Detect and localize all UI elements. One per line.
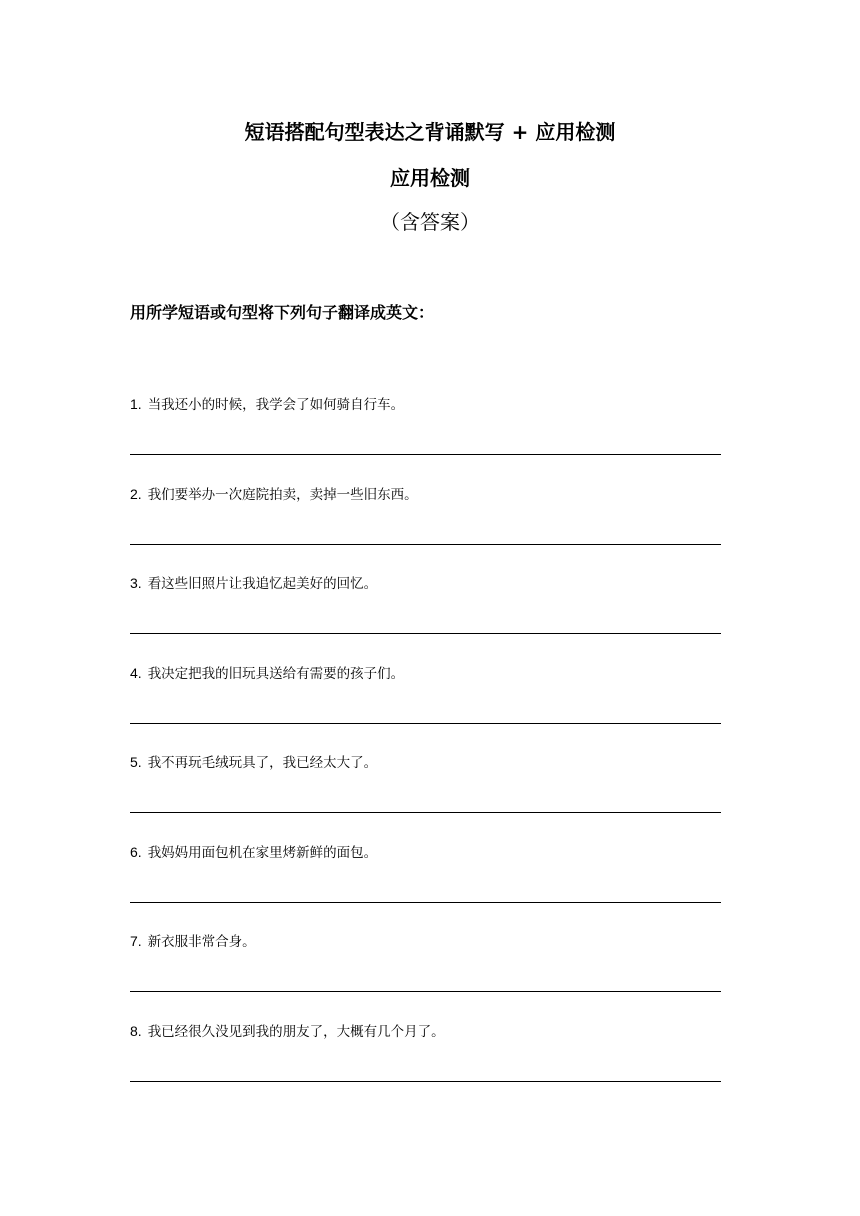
question-text — [130, 662, 404, 685]
answer-line[interactable] — [130, 991, 721, 992]
question-prompt: 新衣服非常合身。 — [147, 934, 256, 950]
question-item — [130, 481, 721, 571]
question-text — [130, 751, 377, 774]
question-list — [130, 391, 721, 1107]
question-text — [130, 1020, 445, 1043]
question-prompt: 我已经很久没见到我的朋友了，大概有几个月了。 — [147, 1023, 445, 1040]
instruction-text: 用所学短语或句型将下列句子翻译成英文： — [130, 303, 435, 322]
question-item — [130, 928, 721, 1018]
page-title: 短语搭配句型表达之背诵默写 + 应用检测 — [244, 120, 616, 144]
question-number: 1. — [130, 396, 142, 412]
question-text — [130, 572, 377, 595]
question-number: 8. — [130, 1022, 142, 1039]
question-item — [130, 570, 721, 660]
question-text — [130, 483, 418, 506]
question-prompt: 我们要举办一次庭院拍卖，卖掉一些旧东西。 — [147, 486, 418, 503]
question-number: 7. — [130, 933, 142, 949]
question-item — [130, 660, 721, 750]
question-item — [130, 749, 721, 839]
question-item — [130, 1018, 721, 1108]
question-number: 6. — [130, 843, 142, 860]
answer-line[interactable] — [130, 1081, 721, 1082]
question-number: 4. — [130, 664, 142, 681]
question-text — [130, 930, 256, 953]
question-number: 3. — [130, 575, 142, 591]
question-text — [130, 841, 377, 864]
answer-note: （含答案） — [380, 210, 480, 234]
question-text — [130, 393, 404, 416]
question-number: 2. — [130, 485, 142, 502]
answer-line[interactable] — [130, 902, 721, 903]
question-number: 5. — [130, 754, 142, 770]
answer-line[interactable] — [130, 812, 721, 813]
question-prompt: 看这些旧照片让我追忆起美好的回忆。 — [147, 576, 378, 592]
question-prompt: 我妈妈用面包机在家里烤新鲜的面包。 — [147, 844, 378, 861]
question-item — [130, 391, 721, 481]
question-prompt: 我决定把我的旧玩具送给有需要的孩子们。 — [147, 665, 405, 682]
question-prompt: 当我还小的时候，我学会了如何骑自行车。 — [147, 397, 405, 413]
answer-line[interactable] — [130, 454, 721, 455]
answer-line[interactable] — [130, 723, 721, 724]
page-subtitle: 应用检测 — [390, 166, 470, 190]
answer-line[interactable] — [130, 544, 721, 545]
question-item — [130, 839, 721, 929]
answer-line[interactable] — [130, 633, 721, 634]
question-prompt: 我不再玩毛绒玩具了，我已经太大了。 — [147, 755, 378, 771]
